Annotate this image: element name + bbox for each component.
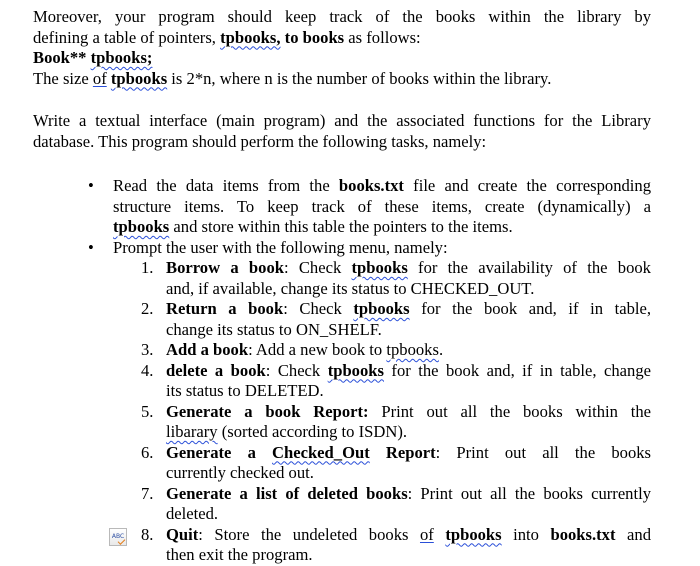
- item-title: Generate a book Report:: [166, 401, 369, 421]
- text: : Check: [265, 360, 328, 380]
- menu-item-deleted-list: [141, 484, 651, 525]
- item-line: [166, 484, 651, 505]
- text: into: [501, 524, 551, 544]
- menu-item-return: [141, 299, 651, 340]
- menu-item-add: [141, 340, 651, 361]
- bullet-item-read-data: [88, 176, 651, 238]
- item-number: 1.: [141, 258, 154, 277]
- item-number: 4.: [141, 360, 154, 380]
- intro-line-1: Moreover, your program should keep track of the books within the library by: [33, 7, 651, 26]
- item-number: 8.: [141, 524, 154, 544]
- menu-item-borrow: [141, 258, 651, 299]
- item-line: [166, 361, 651, 382]
- text: and store within this table the pointers to the items.: [169, 217, 513, 236]
- text: Read the data items from the: [113, 176, 339, 195]
- item-title: Generate a list of deleted books: [166, 483, 408, 503]
- item-title: Quit: [166, 524, 199, 544]
- tpbooks-term: tpbooks: [353, 299, 410, 318]
- text: : Add a new book to: [248, 340, 387, 359]
- item-title: Generate a: [166, 442, 273, 462]
- text: is 2*n, where n is the number of books within the library.: [167, 68, 552, 88]
- misspelled-word: libarary: [166, 422, 218, 441]
- text: : Print out all the books currently: [407, 483, 651, 503]
- bullet-line: [113, 217, 651, 238]
- text: .: [438, 340, 444, 359]
- item-title: Report: [369, 442, 436, 462]
- text: (sorted according to ISDN).: [217, 422, 408, 441]
- menu-item-quit: [141, 525, 651, 566]
- text: for the book and, if in table, change: [383, 360, 652, 380]
- to-books-text: to books: [280, 27, 345, 47]
- tpbooks-term: tpbooks: [327, 360, 384, 380]
- size-line: [33, 69, 651, 90]
- text: defining a table of pointers,: [33, 27, 221, 47]
- bullet-line: Prompt the user with the following menu, namely:: [113, 237, 448, 257]
- of-word: of: [92, 68, 107, 88]
- item-line: [166, 299, 651, 320]
- item-line: [166, 402, 651, 423]
- text: : Print out all the books: [435, 442, 651, 462]
- item-line: change its status to ON_SHELF.: [166, 319, 382, 339]
- task-paragraph: [33, 111, 651, 152]
- menu-list: [141, 258, 651, 566]
- bullet-line: structure items. To keep track of these items, create (dynamically) a: [113, 196, 651, 216]
- bullet-dot: •: [88, 176, 94, 195]
- checked-out-term: Checked_Out: [272, 442, 370, 462]
- text: : Check: [283, 258, 352, 277]
- item-line: then exit the program.: [166, 545, 313, 564]
- item-number: 6.: [141, 442, 154, 462]
- item-line: its status to DELETED.: [166, 381, 324, 400]
- text: for the book and, if in table,: [409, 299, 651, 318]
- spellcheck-icon[interactable]: ABC: [109, 528, 127, 546]
- menu-item-checked-out-report: [141, 443, 651, 484]
- bullet-item-prompt-menu: [88, 238, 651, 259]
- space: [434, 525, 446, 544]
- text: : Store the undeleted books: [198, 524, 420, 544]
- code-declaration: [33, 48, 651, 69]
- menu-item-book-report: [141, 402, 651, 443]
- tpbooks-term: tpbooks: [113, 217, 170, 236]
- item-line: [166, 525, 651, 546]
- item-number: 7.: [141, 483, 154, 503]
- file-name: books.txt: [338, 176, 404, 195]
- item-line: [166, 443, 651, 464]
- intro-line-2: [33, 28, 651, 49]
- text: as follows:: [344, 27, 421, 47]
- tpbooks-term: tpbooks,: [220, 27, 281, 47]
- bullet-line: [113, 176, 651, 197]
- of-word: of: [419, 524, 434, 544]
- file-name: books.txt: [550, 524, 616, 544]
- item-line: [166, 340, 651, 361]
- item-line: deleted.: [166, 504, 219, 523]
- item-title: Add a book: [166, 340, 249, 359]
- item-line: [166, 258, 651, 279]
- item-title: Borrow a book: [166, 258, 284, 277]
- item-number: 5.: [141, 401, 154, 421]
- task-line-1: Write a textual interface (main program) and the associated functions for the Library: [33, 111, 651, 130]
- text: Print out all the books within the: [368, 401, 651, 421]
- item-line: [166, 422, 651, 443]
- item-number: 3.: [141, 340, 154, 359]
- task-line-2: database. This program should perform the following tasks, namely:: [33, 131, 487, 151]
- bullet-list: [88, 176, 651, 566]
- text: Book**: [33, 48, 91, 67]
- item-number: 2.: [141, 299, 154, 318]
- tpbooks-term: tpbooks: [386, 340, 439, 359]
- text: and: [615, 524, 651, 544]
- tpbooks-term: tpbooks: [445, 524, 502, 544]
- text: : Check: [283, 299, 354, 318]
- item-line: and, if available, change its status to CHECKED_OUT.: [166, 278, 535, 298]
- intro-paragraph: [33, 7, 651, 89]
- item-title: Return a book: [166, 299, 284, 318]
- text: file and create the corresponding: [403, 176, 652, 195]
- tpbooks-term: tpbooks: [110, 68, 168, 88]
- text: The size: [33, 68, 93, 88]
- bullet-dot: •: [88, 237, 94, 257]
- tpbooks-term: tpbooks;: [90, 48, 153, 67]
- text: for the availability of the book: [407, 258, 651, 277]
- item-line: currently checked out.: [166, 463, 314, 482]
- menu-item-delete: [141, 361, 651, 402]
- item-title: delete a book: [166, 360, 266, 380]
- tpbooks-term: tpbooks: [351, 258, 408, 277]
